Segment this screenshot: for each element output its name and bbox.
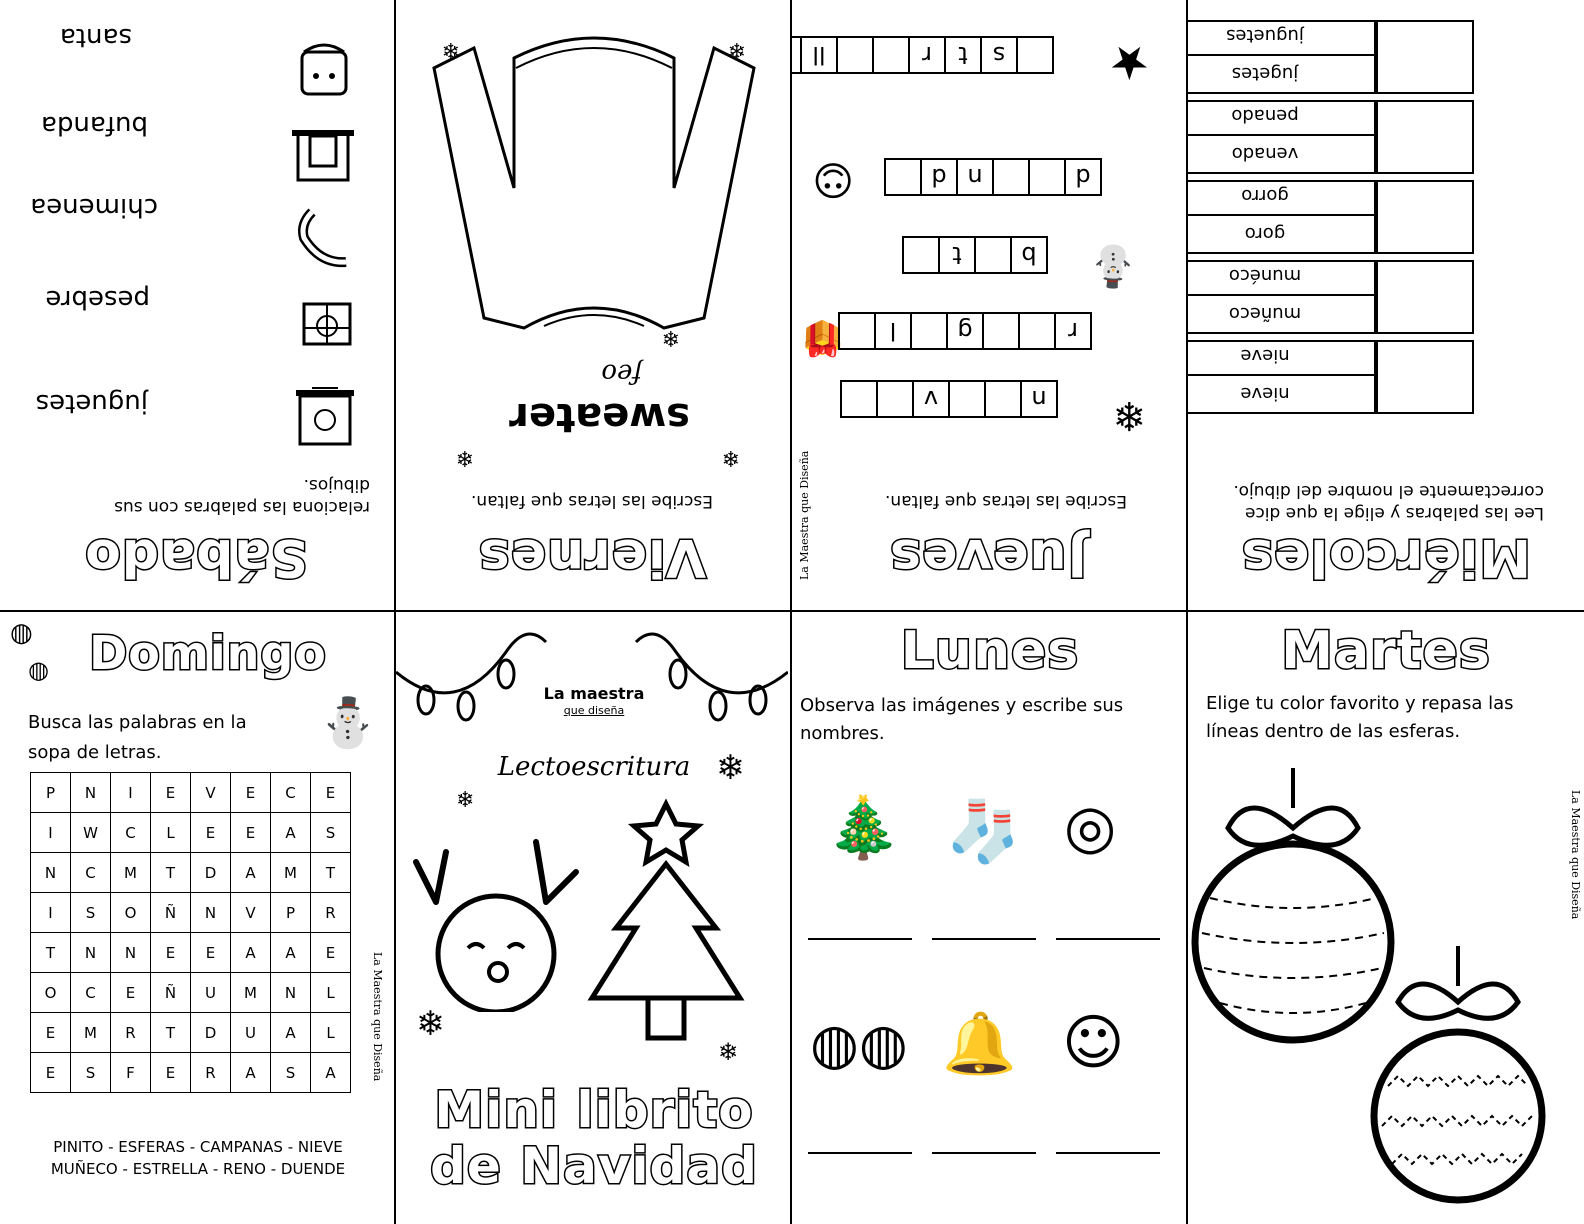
star-icon: ★ bbox=[1108, 36, 1150, 90]
word-search-cell[interactable]: D bbox=[191, 853, 231, 893]
letter-box[interactable] bbox=[838, 312, 876, 350]
word-search-cell[interactable]: T bbox=[31, 933, 71, 973]
credit-text: La Maestra que Diseña bbox=[798, 450, 811, 580]
snowflake-icon: ❄ bbox=[1112, 392, 1146, 438]
word-search-row bbox=[31, 813, 351, 853]
letter-box: r bbox=[908, 36, 946, 74]
word-choice-venado bbox=[1188, 100, 1376, 174]
word-search-cell[interactable]: E bbox=[311, 773, 351, 813]
word-search-cell[interactable]: Ñ bbox=[151, 973, 191, 1013]
ornaments-icon: ◍◍ bbox=[810, 1012, 908, 1077]
word-search-cell[interactable]: C bbox=[111, 813, 151, 853]
word-search-cell[interactable]: S bbox=[71, 893, 111, 933]
wreath-icon: ◎ bbox=[1064, 792, 1117, 862]
ornament-icon: ◍ bbox=[10, 618, 33, 648]
page-jueves-content bbox=[792, 0, 1186, 610]
word-choice-nieve bbox=[1188, 340, 1376, 414]
word-search-cell[interactable]: L bbox=[311, 973, 351, 1013]
page-title: Miércoles bbox=[1240, 527, 1532, 587]
letter-box[interactable] bbox=[884, 158, 922, 196]
gifts-picture bbox=[294, 296, 360, 358]
snowflake-icon: ❄ bbox=[721, 445, 740, 470]
fireplace-icon bbox=[288, 122, 358, 192]
santa-picture bbox=[292, 34, 358, 104]
word-search-cell[interactable]: E bbox=[231, 813, 271, 853]
letter-box[interactable] bbox=[872, 36, 910, 74]
word-option[interactable]: jugetes bbox=[1231, 63, 1299, 85]
fireplace-picture bbox=[288, 122, 358, 192]
instruction: Lee las palabras y elige la que dice correctamente el nombre del dibujo. bbox=[1233, 481, 1544, 523]
word-search-cell[interactable]: N bbox=[71, 773, 111, 813]
letter-box[interactable] bbox=[1018, 312, 1056, 350]
match-word: santa bbox=[59, 22, 132, 52]
write-line[interactable] bbox=[1056, 1152, 1160, 1154]
letter-row-2 bbox=[838, 314, 1090, 350]
letter-box: t bbox=[938, 236, 976, 274]
word-search-cell[interactable]: C bbox=[271, 773, 311, 813]
word-search-cell[interactable]: S bbox=[311, 813, 351, 853]
word-search-cell[interactable]: V bbox=[191, 773, 231, 813]
page-title: Jueves bbox=[889, 527, 1087, 587]
word-option[interactable]: goro bbox=[1244, 223, 1286, 245]
word-search-row bbox=[31, 933, 351, 973]
word-search-cell[interactable]: E bbox=[231, 773, 271, 813]
letter-box: d bbox=[920, 158, 958, 196]
subtitle: Lectoescritura bbox=[497, 752, 691, 782]
word-search-cell[interactable]: L bbox=[311, 1013, 351, 1053]
word-search-cell[interactable]: M bbox=[111, 853, 151, 893]
word-search-cell[interactable]: M bbox=[71, 1013, 111, 1053]
letter-row-1 bbox=[840, 382, 1056, 418]
ornament-ball-small bbox=[1368, 946, 1548, 1224]
letter-box[interactable] bbox=[836, 36, 874, 74]
gift-icon bbox=[294, 296, 360, 358]
word-search-cell[interactable]: T bbox=[151, 853, 191, 893]
word-search-cell[interactable]: V bbox=[231, 893, 271, 933]
word-search-cell[interactable]: D bbox=[191, 1013, 231, 1053]
word-search-cell[interactable]: U bbox=[191, 973, 231, 1013]
letter-box: n bbox=[956, 158, 994, 196]
word-option[interactable]: nieve bbox=[1188, 338, 1374, 376]
word-search-cell[interactable]: A bbox=[271, 813, 311, 853]
word-search-cell[interactable]: N bbox=[31, 853, 71, 893]
page-jueves bbox=[792, 0, 1188, 612]
letter-box[interactable] bbox=[876, 380, 914, 418]
boot-icon: ⛄ bbox=[1088, 243, 1138, 289]
snowflake-icon: ❄ bbox=[727, 37, 746, 62]
word-search-cell[interactable]: C bbox=[71, 973, 111, 1013]
word-search-cell[interactable]: A bbox=[311, 1053, 351, 1093]
christmas-tree-drawing bbox=[576, 798, 756, 1058]
instruction: Elige tu color favorito y repasa las líneas dentro de las esferas. bbox=[1206, 693, 1514, 742]
snowflake-icon: ❄ bbox=[455, 445, 474, 470]
write-line[interactable] bbox=[932, 938, 1036, 940]
instruction: Escribe las letras que faltan. bbox=[884, 491, 1128, 511]
letter-box[interactable] bbox=[984, 380, 1022, 418]
letter-box: v bbox=[912, 380, 950, 418]
ornament-ball-large bbox=[1188, 768, 1398, 1068]
word-search-cell[interactable]: E bbox=[151, 933, 191, 973]
word-search-cell[interactable]: T bbox=[311, 853, 351, 893]
write-line[interactable] bbox=[808, 938, 912, 940]
letter-box: l bbox=[874, 312, 912, 350]
word-search-cell[interactable]: F bbox=[111, 1053, 151, 1093]
brand-tagline: que diseña bbox=[563, 704, 625, 717]
letter-box[interactable] bbox=[910, 312, 948, 350]
credit-text: La Maestra que Diseña bbox=[371, 952, 384, 1082]
letter-box: b bbox=[1010, 236, 1048, 274]
word-search-cell[interactable]: O bbox=[111, 893, 151, 933]
word-option[interactable]: muñeco bbox=[1228, 303, 1302, 325]
word-search-row bbox=[31, 853, 351, 893]
snowflake-icon: ❄ bbox=[716, 748, 745, 788]
credit-text: La Maestra que Diseña bbox=[1569, 790, 1582, 920]
word-search-cell[interactable]: O bbox=[31, 973, 71, 1013]
page-miercoles-content bbox=[1188, 0, 1584, 610]
book-title-line-1: Mini librito bbox=[434, 1081, 754, 1139]
word-search-cell[interactable]: M bbox=[231, 973, 271, 1013]
letter-row-3 bbox=[902, 238, 1046, 274]
word-option[interactable]: munéco bbox=[1188, 258, 1374, 296]
page-lunes bbox=[792, 612, 1188, 1224]
bells-icon: 🔔 bbox=[942, 1009, 1017, 1079]
word-search-cell[interactable]: E bbox=[191, 933, 231, 973]
scarf-icon bbox=[290, 202, 360, 272]
page-cover bbox=[396, 612, 792, 1224]
page-miercoles bbox=[1188, 0, 1584, 612]
letter-box: g bbox=[946, 312, 984, 350]
word-search-cell[interactable]: R bbox=[191, 1053, 231, 1093]
snowflake-icon: ❄ bbox=[416, 1004, 445, 1044]
page-title: Martes bbox=[1281, 621, 1491, 681]
word-search-cell[interactable]: A bbox=[231, 1053, 271, 1093]
elf-icon: ☺ bbox=[1062, 1008, 1125, 1078]
write-line[interactable] bbox=[1056, 938, 1160, 940]
book-title-line-2: de Navidad bbox=[430, 1137, 758, 1195]
word-list-line-2: MUÑECO - ESTRELLA - RENO - DUENDE bbox=[50, 1160, 346, 1178]
scarf-picture bbox=[290, 202, 360, 272]
page-viernes-content bbox=[396, 0, 790, 610]
word-search-cell[interactable]: E bbox=[31, 1053, 71, 1093]
ornament-icon: ◍ bbox=[28, 656, 49, 684]
word-search-cell[interactable]: R bbox=[111, 1013, 151, 1053]
write-line[interactable] bbox=[932, 1152, 1036, 1154]
christmas-tree-icon: 🎄 bbox=[826, 793, 901, 863]
word-search-cell[interactable]: M bbox=[271, 853, 311, 893]
page-title: Domingo bbox=[89, 626, 327, 680]
stocking-icon: 🧦 bbox=[946, 797, 1021, 867]
letter-box[interactable] bbox=[948, 380, 986, 418]
page-title: Lunes bbox=[900, 621, 1080, 681]
instruction: Escribe las letras que faltan. bbox=[470, 491, 714, 511]
letter-box[interactable] bbox=[974, 236, 1012, 274]
word-search-cell[interactable]: P bbox=[271, 893, 311, 933]
word-search-cell[interactable]: I bbox=[111, 773, 151, 813]
letter-box[interactable] bbox=[840, 380, 878, 418]
word-search-cell[interactable]: T bbox=[151, 1013, 191, 1053]
word-search-row bbox=[31, 773, 351, 813]
match-word: juguetes bbox=[35, 388, 148, 418]
reindeer-drawing bbox=[406, 822, 586, 1012]
letter-row-4 bbox=[884, 160, 1100, 196]
word-search-cell[interactable]: N bbox=[271, 973, 311, 1013]
page-title: Sábado bbox=[84, 527, 308, 587]
page-sabado-content bbox=[0, 0, 394, 610]
word-search-row bbox=[31, 1013, 351, 1053]
hat-picture bbox=[1376, 180, 1474, 254]
match-word: bufanda bbox=[41, 110, 148, 140]
word-search-cell[interactable]: W bbox=[71, 813, 111, 853]
word-search-cell[interactable]: U bbox=[231, 1013, 271, 1053]
word-search-cell[interactable]: I bbox=[31, 813, 71, 853]
brand-name: La maestra bbox=[543, 684, 645, 703]
nativity-picture bbox=[292, 380, 358, 450]
letter-box: ll bbox=[800, 36, 838, 74]
elf-icon: ☺ bbox=[812, 156, 854, 202]
letter-box: n bbox=[1020, 380, 1058, 418]
match-word: pesebre bbox=[45, 284, 150, 314]
letter-box[interactable] bbox=[1028, 158, 1066, 196]
page-martes bbox=[1188, 612, 1584, 1224]
snowflake-picture bbox=[1376, 340, 1474, 414]
page-title: Viernes bbox=[477, 527, 707, 587]
word-search-cell[interactable]: R bbox=[311, 893, 351, 933]
word-search-cell[interactable]: E bbox=[311, 933, 351, 973]
word-search-cell[interactable]: N bbox=[191, 893, 231, 933]
gift-icon: 🎁 bbox=[801, 318, 844, 358]
letter-box: d bbox=[1064, 158, 1102, 196]
reindeer-picture bbox=[1376, 100, 1474, 174]
word-search-row bbox=[31, 893, 351, 933]
word-search-cell[interactable]: E bbox=[191, 813, 231, 853]
letter-box: t bbox=[944, 36, 982, 74]
sweater-word-note: feo bbox=[601, 358, 642, 388]
sweater-drawing bbox=[424, 8, 764, 348]
word-search-cell[interactable]: A bbox=[271, 933, 311, 973]
santa-icon bbox=[292, 34, 358, 104]
word-search-cell[interactable]: L bbox=[151, 813, 191, 853]
word-option[interactable]: venado bbox=[1231, 143, 1299, 165]
nativity-icon bbox=[292, 380, 358, 450]
snowflake-icon: ❄ bbox=[441, 37, 460, 62]
word-option[interactable]: penado bbox=[1188, 98, 1374, 136]
word-search-grid bbox=[30, 772, 351, 1093]
letter-box: r bbox=[1054, 312, 1092, 350]
snowman-icon: ⛄ bbox=[318, 695, 378, 751]
word-search-cell[interactable]: E bbox=[111, 973, 151, 1013]
word-option[interactable]: nieve bbox=[1240, 383, 1290, 405]
word-search-row bbox=[31, 973, 351, 1013]
snowflake-icon: ❄ bbox=[718, 1038, 739, 1066]
gift-robot-picture bbox=[1376, 20, 1474, 94]
word-choice-juguetes bbox=[1188, 20, 1376, 94]
word-search-cell[interactable]: I bbox=[31, 893, 71, 933]
word-search-cell[interactable]: Ñ bbox=[151, 893, 191, 933]
word-search-cell[interactable]: A bbox=[271, 1013, 311, 1053]
word-option[interactable]: gorro bbox=[1188, 178, 1374, 216]
word-search-cell[interactable]: E bbox=[31, 1013, 71, 1053]
instruction: Busca las palabras en la sopa de letras. bbox=[28, 712, 247, 763]
word-search-cell[interactable]: E bbox=[151, 773, 191, 813]
snowflake-icon: ❄ bbox=[456, 788, 475, 813]
word-search-row bbox=[31, 1053, 351, 1093]
sweater-word: sweater bbox=[509, 394, 690, 440]
page-domingo bbox=[0, 612, 396, 1224]
word-search-cell[interactable]: S bbox=[71, 1053, 111, 1093]
word-search-cell[interactable]: E bbox=[151, 1053, 191, 1093]
word-choice-gorro bbox=[1188, 180, 1376, 254]
page-viernes bbox=[396, 0, 792, 612]
word-search-cell[interactable]: C bbox=[71, 853, 111, 893]
letter-box[interactable] bbox=[902, 236, 940, 274]
word-search-cell[interactable]: N bbox=[111, 933, 151, 973]
page-sabado bbox=[0, 0, 396, 612]
letter-box[interactable] bbox=[1016, 36, 1054, 74]
snowman-picture bbox=[1376, 260, 1474, 334]
letter-box[interactable] bbox=[792, 36, 802, 74]
letter-row-5 bbox=[792, 38, 1052, 74]
word-list-line-1: PINITO - ESFERAS - CAMPANAS - NIEVE bbox=[53, 1138, 343, 1156]
word-search-cell[interactable]: S bbox=[271, 1053, 311, 1093]
match-word: chimenea bbox=[30, 192, 158, 222]
write-line[interactable] bbox=[808, 1152, 912, 1154]
letter-box[interactable] bbox=[982, 312, 1020, 350]
word-search-cell[interactable]: N bbox=[71, 933, 111, 973]
letter-box[interactable] bbox=[992, 158, 1030, 196]
instruction: relaciona las palabras con sus dibujos. bbox=[114, 475, 370, 517]
word-search-cell[interactable]: A bbox=[231, 933, 271, 973]
word-choice-muneco bbox=[1188, 260, 1376, 334]
instruction: Observa las imágenes y escribe sus nombres. bbox=[800, 695, 1124, 744]
word-search-cell[interactable]: A bbox=[231, 853, 271, 893]
snowflake-icon: ❄ bbox=[661, 325, 680, 350]
letter-box: s bbox=[980, 36, 1018, 74]
word-search-cell[interactable]: P bbox=[31, 773, 71, 813]
word-option[interactable]: juguetes bbox=[1188, 18, 1374, 56]
